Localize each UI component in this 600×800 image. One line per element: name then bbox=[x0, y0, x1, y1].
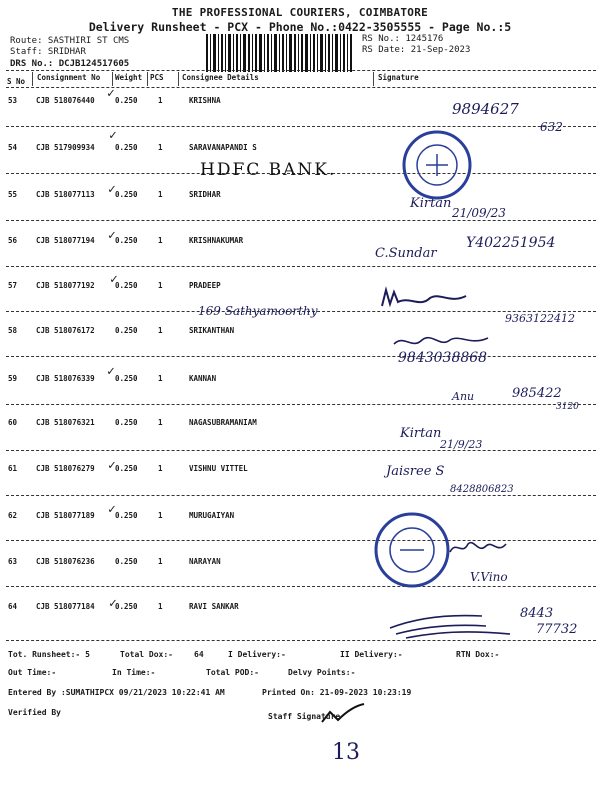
entered-by: Entered By :SUMATHIPCX 09/21/2023 10:22:41 AM bbox=[8, 688, 225, 697]
row-consignee: NARAYAN bbox=[189, 557, 221, 566]
row-consignment: CJB 518077192 bbox=[36, 281, 95, 290]
row-consignee: SARAVANAPANDI S bbox=[189, 143, 257, 152]
row-pcs: 1 bbox=[158, 96, 163, 105]
rtn-dox: RTN Dox:- bbox=[456, 650, 500, 659]
row-weight: 0.250 bbox=[115, 281, 138, 290]
table-row bbox=[0, 190, 600, 202]
row-sno: 63 bbox=[8, 557, 18, 566]
row-consignment: CJB 518077184 bbox=[36, 602, 95, 611]
total-dox-value: 64 bbox=[194, 650, 204, 659]
table-row bbox=[0, 143, 600, 155]
table-row bbox=[0, 281, 600, 293]
row-consignee: RAVI SANKAR bbox=[189, 602, 239, 611]
header-bottom-rule bbox=[6, 87, 596, 88]
printed-on: Printed On: 21-09-2023 10:23:19 bbox=[262, 688, 412, 697]
table-row bbox=[0, 418, 600, 430]
handwritten-date: 21/9/23 bbox=[440, 438, 483, 451]
handwritten-signature: Jaisree S bbox=[386, 464, 445, 479]
handwritten-phone: 9894627 bbox=[452, 100, 519, 118]
total-runsheet: Tot. Runsheet:- 5 bbox=[8, 650, 90, 659]
check-mark-icon: ✓ bbox=[108, 228, 116, 243]
signature-scribble bbox=[386, 608, 516, 642]
row-consignment: CJB 518076236 bbox=[36, 557, 95, 566]
check-mark-icon: ✓ bbox=[108, 458, 116, 473]
handwritten-page-mark: 13 bbox=[332, 740, 360, 765]
table-row bbox=[0, 511, 600, 523]
staff-signature: Staff Signature bbox=[268, 712, 341, 721]
row-weight: 0.250 bbox=[115, 96, 138, 105]
handwritten-phone: 985422 bbox=[512, 386, 562, 401]
row-consignment: CJB 518076339 bbox=[36, 374, 95, 383]
row-sno: 64 bbox=[8, 602, 18, 611]
row-weight: 0.250 bbox=[115, 374, 138, 383]
handwritten-phone: 8428806823 bbox=[450, 484, 514, 495]
verified-by: Verified By bbox=[8, 708, 61, 717]
row-pcs: 1 bbox=[158, 602, 163, 611]
col-divider bbox=[112, 72, 113, 86]
row-pcs: 1 bbox=[158, 557, 163, 566]
row-rule bbox=[6, 220, 596, 221]
drs-number: DRS No.: DCJB124517605 bbox=[10, 59, 130, 69]
rs-date: RS Date: 21-Sep-2023 bbox=[362, 45, 471, 55]
handwritten-note: 3120 bbox=[556, 402, 579, 412]
col-signature: Signature bbox=[378, 73, 419, 82]
signature-scribble bbox=[392, 332, 492, 352]
handwritten-signature: Anu bbox=[452, 390, 475, 403]
check-mark-icon: ✓ bbox=[108, 502, 116, 517]
handwritten-date: 21/09/23 bbox=[452, 206, 506, 220]
row-rule bbox=[6, 356, 596, 357]
row-sno: 59 bbox=[8, 374, 18, 383]
handwritten-phone: 9843038868 bbox=[398, 350, 488, 366]
handwritten-phone: 77732 bbox=[536, 622, 578, 637]
row-consignment: CJB 518076440 bbox=[36, 96, 95, 105]
row-weight: 0.250 bbox=[115, 190, 138, 199]
col-divider bbox=[373, 72, 374, 86]
col-divider bbox=[32, 72, 33, 86]
total-dox-label: Total Dox:- bbox=[120, 650, 173, 659]
handwritten-note: 632 bbox=[540, 120, 563, 134]
row-rule bbox=[6, 495, 596, 496]
row-pcs: 1 bbox=[158, 281, 163, 290]
row-consignee: VISHNU VITTEL bbox=[189, 464, 248, 473]
row-consignment: CJB 518077189 bbox=[36, 511, 95, 520]
row-weight: 0.250 bbox=[115, 326, 138, 335]
row-consignment: CJB 518077113 bbox=[36, 190, 95, 199]
barcode bbox=[206, 34, 352, 72]
col-sno: S No bbox=[7, 77, 26, 86]
row-consignee: PRADEEP bbox=[189, 281, 221, 290]
row-sno: 53 bbox=[8, 96, 18, 105]
row-consignee: SRIKANTHAN bbox=[189, 326, 235, 335]
row-weight: 0.250 bbox=[115, 143, 138, 152]
row-sno: 58 bbox=[8, 326, 18, 335]
row-sno: 54 bbox=[8, 143, 18, 152]
row-sno: 57 bbox=[8, 281, 18, 290]
col-consignment: Consignment No bbox=[37, 73, 101, 82]
check-mark-icon: ✓ bbox=[110, 272, 118, 287]
handwritten-phone: Y402251954 bbox=[466, 235, 556, 251]
rs-number: RS No.: 1245176 bbox=[362, 34, 444, 44]
row-rule bbox=[6, 126, 596, 127]
check-mark-icon: ✓ bbox=[107, 86, 115, 101]
row-rule bbox=[6, 450, 596, 451]
row-pcs: 1 bbox=[158, 418, 163, 427]
check-mark-icon: ✓ bbox=[108, 182, 116, 197]
in-time: In Time:- bbox=[112, 668, 156, 677]
row-sno: 62 bbox=[8, 511, 18, 520]
row-sno: 60 bbox=[8, 418, 18, 427]
out-time: Out Time:- bbox=[8, 668, 57, 677]
row-sno: 56 bbox=[8, 236, 18, 245]
signature-scribble bbox=[380, 286, 470, 312]
table-row bbox=[0, 557, 600, 569]
row-weight: 0.250 bbox=[115, 464, 138, 473]
table-row bbox=[0, 464, 600, 476]
col-consignee: Consignee Details bbox=[182, 73, 259, 82]
check-mark-icon: ✓ bbox=[109, 128, 117, 143]
total-pod: Total POD:- bbox=[206, 668, 259, 677]
row-consignee: KANNAN bbox=[189, 374, 217, 383]
handwritten-note: HDFC BANK. bbox=[200, 160, 337, 180]
table-row bbox=[0, 374, 600, 386]
row-rule bbox=[6, 404, 596, 405]
row-weight: 0.250 bbox=[115, 557, 138, 566]
check-mark-icon: ✓ bbox=[109, 596, 117, 611]
row-consignee: SRIDHAR bbox=[189, 190, 221, 199]
row-pcs: 1 bbox=[158, 326, 163, 335]
row-pcs: 1 bbox=[158, 236, 163, 245]
row-consignment: CJB 518076172 bbox=[36, 326, 95, 335]
row-pcs: 1 bbox=[158, 511, 163, 520]
row-sno: 55 bbox=[8, 190, 18, 199]
i-delivery: I Delivery:- bbox=[228, 650, 286, 659]
col-weight: Weight bbox=[115, 73, 143, 82]
handwritten-signature: C.Sundar bbox=[375, 246, 437, 261]
row-rule bbox=[6, 266, 596, 267]
row-pcs: 1 bbox=[158, 374, 163, 383]
header-top-rule bbox=[6, 70, 596, 71]
row-consignment: CJB 518077194 bbox=[36, 236, 95, 245]
row-rule bbox=[6, 586, 596, 587]
row-consignment: CJB 518076321 bbox=[36, 418, 95, 427]
runsheet-subtitle: Delivery Runsheet - PCX - Phone No.:0422-3505555 - Page No.:5 bbox=[88, 20, 512, 34]
handwritten-phone: 8443 bbox=[520, 606, 554, 621]
ii-delivery: II Delivery:- bbox=[340, 650, 403, 659]
col-divider bbox=[178, 72, 179, 86]
col-divider bbox=[147, 72, 148, 86]
row-weight: 0.250 bbox=[115, 418, 138, 427]
route-label: Route: SASTHIRI ST CMS bbox=[10, 36, 130, 46]
row-sno: 61 bbox=[8, 464, 18, 473]
company-stamp bbox=[372, 510, 452, 590]
row-weight: 0.250 bbox=[115, 236, 138, 245]
handwritten-address: 169 Sathyamoorthy bbox=[198, 304, 318, 318]
row-consignee: MURUGAIYAN bbox=[189, 511, 235, 520]
row-consignee: KRISHNA bbox=[189, 96, 221, 105]
row-consignee: NAGASUBRAMANIAM bbox=[189, 418, 257, 427]
staff-label: Staff: SRIDHAR bbox=[10, 47, 86, 57]
company-title: THE PROFESSIONAL COURIERS, COIMBATORE bbox=[171, 6, 429, 19]
handwritten-phone: 9363122412 bbox=[505, 312, 575, 325]
check-mark-icon: ✓ bbox=[107, 364, 115, 379]
handwritten-signature: Kirtan bbox=[400, 426, 442, 441]
company-stamp bbox=[400, 128, 474, 202]
delivery-points: Delvy Points:- bbox=[288, 668, 356, 677]
col-pcs: PCS bbox=[150, 73, 164, 82]
row-consignee: KRISHNAKUMAR bbox=[189, 236, 244, 245]
row-weight: 0.250 bbox=[115, 511, 138, 520]
signature-scribble bbox=[448, 536, 508, 560]
row-consignment: CJB 518076279 bbox=[36, 464, 95, 473]
row-weight: 0.250 bbox=[115, 602, 138, 611]
handwritten-signature: Kirtan bbox=[410, 196, 452, 211]
handwritten-signature: V.Vino bbox=[470, 570, 508, 584]
row-pcs: 1 bbox=[158, 464, 163, 473]
table-row bbox=[0, 326, 600, 338]
row-consignment: CJB 517909934 bbox=[36, 143, 95, 152]
row-pcs: 1 bbox=[158, 190, 163, 199]
row-pcs: 1 bbox=[158, 143, 163, 152]
